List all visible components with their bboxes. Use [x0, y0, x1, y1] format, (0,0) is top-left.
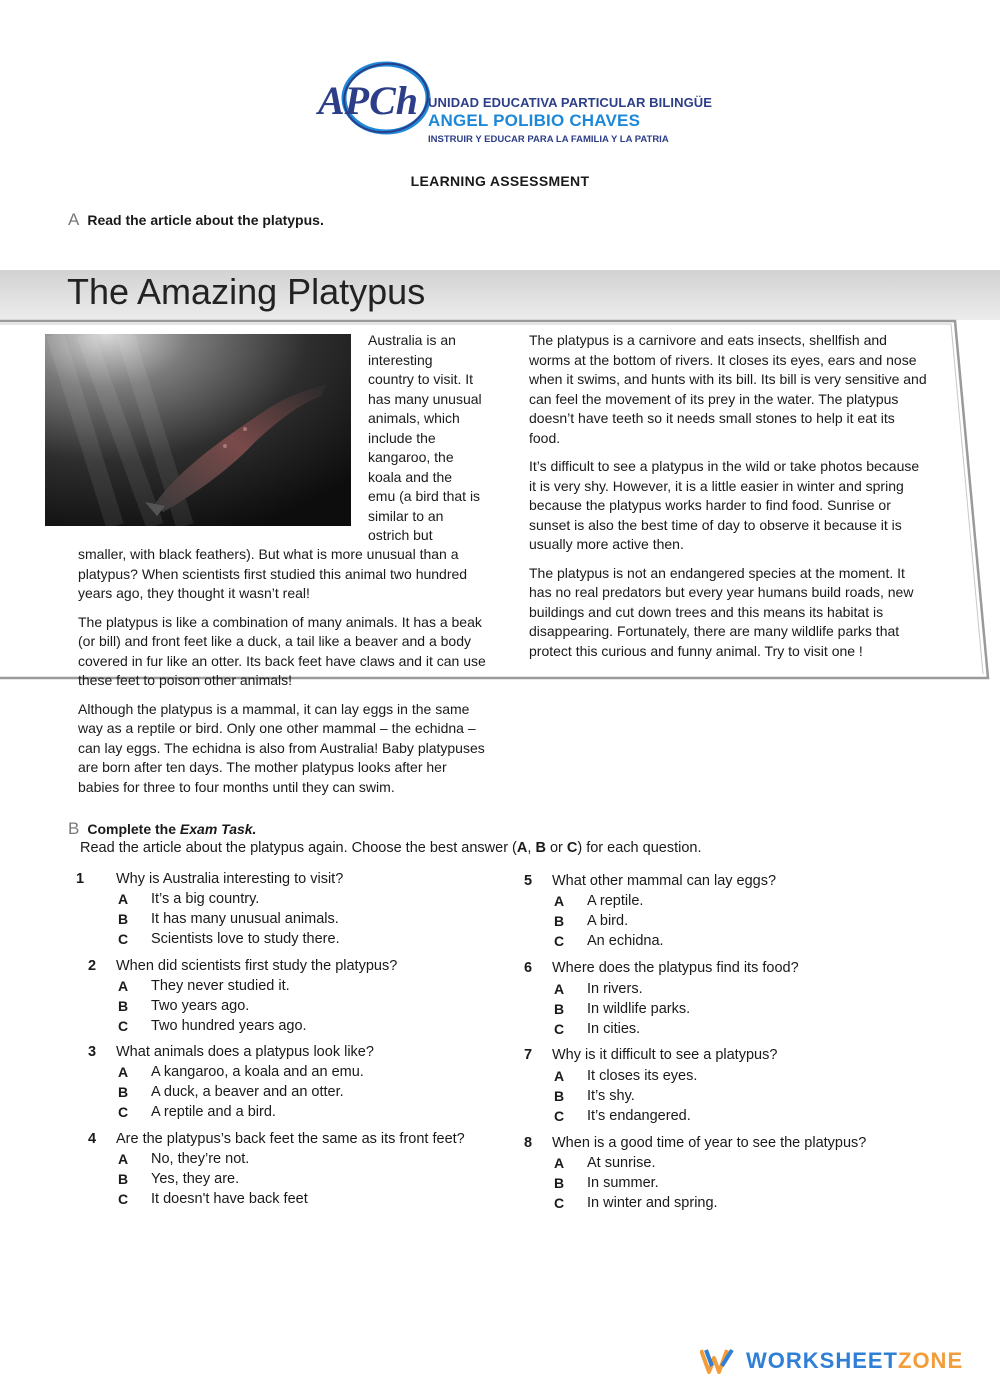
- option-letter: C: [554, 1195, 565, 1211]
- article-paragraph: Although the platypus is a mammal, it can lay eggs in the same way as a reptile or bird. Only one other mammal – the echidna – can lay eggs. The echidna is also from Australia! Baby platypuses are born after ten days. The mother platypus looks after her babies for three to four months until they can swim.: [78, 700, 485, 795]
- option-letter: B: [118, 1171, 129, 1187]
- option-text[interactable]: In summer.: [587, 1175, 659, 1191]
- intro-line: animals, which: [368, 410, 460, 426]
- instr-text: ,: [527, 840, 536, 856]
- question-number: 6: [524, 960, 533, 976]
- option-text[interactable]: It’s shy.: [587, 1088, 635, 1104]
- school-name-line1: UNIDAD EDUCATIVA PARTICULAR BILINGÜE: [428, 95, 713, 110]
- option-letter: C: [118, 1191, 129, 1207]
- brand-part2: ZONE: [898, 1348, 964, 1373]
- intro-line: koala and the: [368, 468, 453, 485]
- instr-letter-b: B: [535, 840, 546, 856]
- option-text[interactable]: Scientists love to study there.: [151, 931, 340, 947]
- option-letter: C: [118, 1018, 129, 1034]
- section-b-label-emphasis: Exam Task.: [179, 821, 257, 837]
- option-text[interactable]: Two years ago.: [151, 998, 250, 1014]
- question-stem: What animals does a platypus look like?: [116, 1044, 374, 1060]
- instr-text: ) for each question.: [577, 840, 702, 856]
- intro-line: emu (a bird that is: [368, 488, 481, 504]
- section-b-letter: B: [68, 819, 80, 838]
- question-number: 5: [524, 873, 533, 889]
- worksheetzone-logo: [700, 1346, 963, 1376]
- option-text[interactable]: An echidna.: [587, 933, 664, 949]
- option-text[interactable]: Two hundred years ago.: [151, 1018, 307, 1034]
- option-letter: A: [554, 1155, 565, 1171]
- article-intro: [368, 331, 493, 546]
- option-letter: B: [118, 998, 129, 1014]
- article-paragraph: The platypus is a carnivore and eats insects, shellfish and worms at the bottom of rivers. It closes its eyes, ears and nose when it swims, and hunts with its bill. Its bill is very sensitive and can feel the movement of its prey in the water. The platypus doesn’t have teeth so it needs small stones to help it eat its food.: [529, 332, 927, 446]
- article-paragraph: smaller, with black feathers). But what is more unusual than a platypus? When scientists first studied this animal two hundred years ago, they thought it wasn’t real!: [78, 546, 468, 601]
- brand-part1: WORKSHEET: [746, 1348, 898, 1373]
- option-letter: A: [554, 981, 565, 997]
- option-letter: C: [554, 1021, 565, 1037]
- article-paragraph: It’s difficult to see a platypus in the wild or take photos because it is very shy. However, it is a little easier in winter and spring because the platypus works harder to find food. Sunrise or sunset is also the best time of day to observe it because it is usually more active then.: [529, 458, 920, 552]
- worksheetzone-brand: [746, 1348, 963, 1374]
- question-stem: Why is Australia interesting to visit?: [116, 871, 344, 887]
- intro-line: has many unusual: [368, 390, 482, 407]
- option-text[interactable]: In wildlife parks.: [587, 1001, 691, 1017]
- instr-text: Read the article about the platypus again. Choose the best answer (: [80, 840, 517, 856]
- intro-line: similar to an: [368, 507, 444, 524]
- assessment-heading: LEARNING ASSESSMENT: [410, 173, 590, 189]
- option-letter: C: [118, 1104, 129, 1120]
- option-text[interactable]: It’s endangered.: [587, 1108, 691, 1124]
- option-letter: B: [554, 1088, 565, 1104]
- question-stem: When did scientists first study the platypus?: [116, 958, 398, 974]
- option-text[interactable]: It doesn't have back feet: [151, 1191, 308, 1207]
- option-text[interactable]: It has many unusual animals.: [151, 911, 339, 927]
- question-stem: When is a good time of year to see the platypus?: [552, 1135, 867, 1151]
- question-stem: Where does the platypus find its food?: [552, 960, 799, 976]
- question-stem: What other mammal can lay eggs?: [552, 873, 777, 889]
- intro-line: interesting: [368, 351, 433, 368]
- section-a-heading: [68, 210, 324, 230]
- question-number: 1: [76, 871, 85, 887]
- section-b-label: Complete the: [87, 821, 180, 837]
- option-text[interactable]: They never studied it.: [151, 978, 290, 994]
- intro-line: kangaroo, the: [368, 449, 454, 465]
- option-text[interactable]: It’s a big country.: [151, 891, 260, 907]
- school-name-line2: ANGEL POLIBIO CHAVES: [428, 111, 641, 130]
- intro-line: include the: [368, 429, 436, 446]
- question-number: 3: [88, 1044, 97, 1060]
- option-letter: A: [118, 1151, 129, 1167]
- svg-text:APCh: APCh: [318, 78, 419, 123]
- option-letter: A: [118, 978, 129, 994]
- option-text[interactable]: In winter and spring.: [587, 1195, 718, 1211]
- option-text[interactable]: It closes its eyes.: [587, 1068, 698, 1084]
- option-letter: B: [118, 1084, 129, 1100]
- instr-letter-c: C: [566, 840, 578, 856]
- article-column-right: [529, 331, 927, 670]
- article-title: The Amazing Platypus: [67, 271, 426, 312]
- instr-letter-a: A: [516, 840, 528, 856]
- option-text[interactable]: No, they’re not.: [151, 1151, 250, 1167]
- article-paragraph: The platypus is like a combination of many animals. It has a beak (or bill) and front feet like a duck, a tail like a beaver and a body covered in fur like an otter. Its back feet have claws and it can use these feet to poison other animals!: [78, 613, 486, 688]
- option-letter: B: [554, 1175, 565, 1191]
- option-letter: A: [118, 1064, 129, 1080]
- option-letter: C: [554, 1108, 565, 1124]
- instr-text: or: [545, 840, 567, 856]
- school-motto: INSTRUIR Y EDUCAR PARA LA FAMILIA Y LA PATRIA: [428, 134, 669, 145]
- question-stem: Are the platypus’s back feet the same as its front feet?: [116, 1131, 465, 1147]
- question-number: 4: [88, 1131, 97, 1147]
- option-letter: A: [118, 891, 129, 907]
- option-text[interactable]: At sunrise.: [587, 1155, 656, 1171]
- option-text[interactable]: A reptile.: [587, 893, 644, 909]
- intro-line: country to visit. It: [368, 371, 474, 387]
- question-stem: Why is it difficult to see a platypus?: [552, 1047, 778, 1063]
- section-a-instruction: Read the article about the platypus.: [87, 212, 324, 228]
- option-text[interactable]: Yes, they are.: [151, 1171, 240, 1187]
- school-name: [428, 95, 718, 145]
- question-number: 2: [88, 958, 97, 974]
- option-text[interactable]: A bird.: [587, 913, 629, 929]
- option-letter: A: [554, 893, 565, 909]
- option-text[interactable]: In cities.: [587, 1021, 641, 1037]
- intro-line: ostrich but: [368, 527, 433, 543]
- platypus-photo: [45, 334, 351, 526]
- option-letter: B: [118, 911, 129, 927]
- option-text[interactable]: A reptile and a bird.: [151, 1104, 276, 1120]
- option-letter: C: [118, 931, 129, 947]
- intro-line: Australia is an: [368, 332, 456, 348]
- school-logo: [314, 58, 434, 148]
- option-text[interactable]: A duck, a beaver and an otter.: [151, 1084, 344, 1100]
- article-column-left: [78, 545, 488, 806]
- question-number: 7: [524, 1047, 533, 1063]
- section-b-heading: [68, 819, 256, 839]
- article-paragraph: The platypus is not an endangered species at the moment. It has no real predators but every year humans build roads, new buildings and cut down trees and this means its habitat is disappearing. Fortunately, there are many wildlife parks that protect this curious and funny animal. Try to visit one !: [529, 564, 914, 659]
- exam-instructions: [80, 840, 702, 856]
- option-letter: C: [554, 933, 565, 949]
- option-letter: B: [554, 1001, 565, 1017]
- option-text[interactable]: In rivers.: [587, 981, 643, 997]
- option-letter: A: [554, 1068, 565, 1084]
- option-text[interactable]: A kangaroo, a koala and an emu.: [151, 1064, 364, 1080]
- question-number: 8: [524, 1135, 533, 1151]
- worksheetzone-w-icon: [700, 1348, 734, 1374]
- option-letter: B: [554, 913, 565, 929]
- section-a-letter: A: [68, 210, 80, 229]
